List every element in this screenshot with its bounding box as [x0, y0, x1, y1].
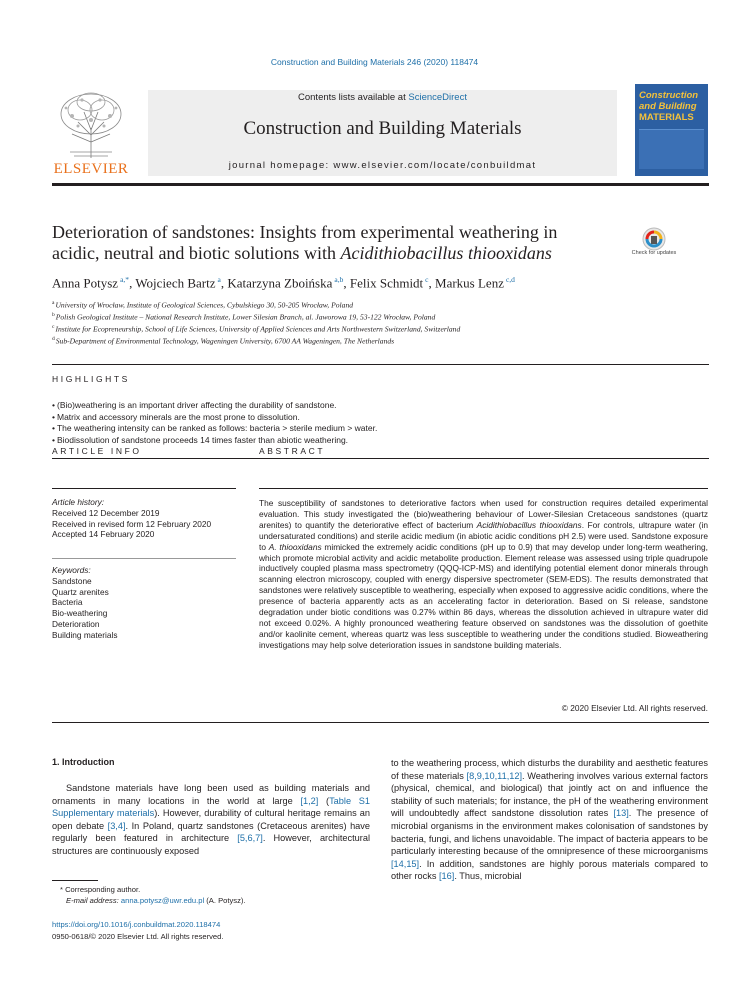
highlight-item — [52, 423, 702, 435]
publisher-name: ELSEVIER — [53, 161, 129, 177]
abstract-organism-1: Acidithiobacillus thiooxidans — [476, 519, 582, 530]
author-separator: , — [220, 275, 228, 291]
journal-cover-thumbnail[interactable] — [635, 84, 708, 176]
author-name[interactable]: Markus Lenz — [435, 275, 504, 291]
corresponding-author-note: * Corresponding author. — [60, 885, 141, 894]
abstract-copyright: © 2020 Elsevier Ltd. All rights reserved. — [561, 703, 708, 713]
check-for-updates-label[interactable]: Check for updates — [631, 250, 677, 256]
affiliation-text: Polish Geological Institute – National Research Institute, Lower Silesian Branch, al. Jaworowa 19, 53-122 Wrocław, Poland — [55, 312, 436, 322]
bullet-icon: • — [52, 434, 55, 445]
journal-reference-link[interactable]: Construction and Building Materials 246 (2020) 118474 — [270, 57, 479, 67]
affiliation-divider — [52, 364, 709, 365]
abstract-part-2: . For controls, ultrapure water (in undersaturated conditions) and sterile acidic medium (in abiotic acidic conditions pH 2.5) were used. Sandstone exposure to — [259, 519, 708, 552]
affiliation-text: Institute for Ecopreneurship, School of Life Sciences, University of Applied Sciences and Arts Northwestern Switzerland, Switzerland — [55, 324, 461, 334]
contents-prefix: Contents lists available at — [298, 92, 409, 103]
highlight-text: Biodissolution of sandstone proceeds 14 times faster than abiotic weathering. — [56, 434, 349, 445]
check-for-updates-button[interactable] — [635, 226, 673, 264]
article-info-heading: ARTICLE INFO — [52, 446, 142, 456]
affiliation-text: Sub-Department of Environmental Technology, Wageningen University, 6700 AA Wageningen, The Netherlands — [55, 336, 395, 346]
history-label: Article history: — [52, 497, 105, 507]
introduction-left-column — [52, 782, 370, 858]
citation-link[interactable]: [13] — [613, 808, 629, 819]
bullet-icon: • — [52, 411, 55, 422]
abstract-text — [259, 498, 708, 651]
title-organism: Acidithiobacillus thiooxidans — [340, 243, 552, 263]
author-separator: , — [343, 275, 350, 291]
author-name[interactable]: Wojciech Bartz — [135, 275, 216, 291]
introduction-right-column — [391, 757, 708, 883]
author-affiliation-marker[interactable]: a,b — [334, 275, 344, 284]
intro-text: . In Poland, quartz sandstones (Cretaceous arenites) have regularly been featured in architecture — [52, 820, 370, 844]
introduction-heading: 1. Introduction — [52, 757, 115, 767]
received-date: Received 12 December 2019 — [52, 507, 160, 518]
bullet-icon: • — [52, 400, 55, 410]
highlights-list — [52, 400, 702, 446]
citation-link[interactable]: [14,15] — [391, 858, 420, 869]
citation-link[interactable]: [16] — [439, 871, 455, 882]
header-divider — [52, 183, 709, 186]
author-name[interactable]: Anna Potysz — [52, 275, 119, 291]
intro-text: to the weathering process, which disturbs the durability and aesthetic features of these materials — [391, 758, 708, 781]
citation-link[interactable]: [1,2] — [300, 795, 319, 806]
title-line2: acidic, neutral and biotic solutions with — [52, 243, 341, 263]
keyword[interactable]: Deterioration — [52, 618, 100, 629]
intro-text: Sandstone materials have long been used as building materials and ornaments in many locations in the world at large — [52, 783, 370, 806]
cover-title-line3: MATERIALS — [639, 112, 694, 123]
affiliation-d — [52, 333, 712, 348]
email-label: E-mail address: — [66, 896, 121, 905]
bullet-icon: • — [52, 423, 55, 433]
author-email-link[interactable]: anna.potysz@uwr.edu.pl — [120, 896, 205, 905]
citation-link[interactable]: [3,4] — [107, 820, 126, 831]
highlight-item — [52, 412, 702, 424]
affiliation-key: a — [52, 300, 55, 306]
accepted-date: Accepted 14 February 2020 — [52, 529, 155, 540]
highlight-text: The weathering intensity can be ranked as follows: bacteria > sterile medium > water. — [56, 423, 378, 433]
doi-link[interactable]: https://doi.org/10.1016/j.conbuildmat.2020.118474 — [52, 920, 221, 929]
highlight-text: (Bio)weathering is an important driver affecting the durability of sandstone. — [56, 400, 337, 410]
author-affiliation-marker[interactable]: c,d — [505, 275, 515, 284]
abstract-bottom-divider — [52, 722, 709, 723]
title-line1: Deterioration of sandstones: Insights from experimental weathering in — [52, 222, 558, 242]
intro-text: . Thus, microbial — [454, 871, 522, 882]
intro-text: . Weathering involves various external factors (physical, chemical, and biological) that jointly act on and influence the stability of such materials; for instance, the pH of the weathering environment will undoubtedly affect sandstone dissolution rates — [391, 770, 708, 819]
keyword[interactable]: Sandstone — [52, 575, 92, 586]
supplementary-table-link[interactable]: Table S1 Supplementary materials — [52, 795, 370, 819]
author-affiliation-marker[interactable]: a — [217, 275, 221, 284]
article-history — [52, 497, 232, 540]
affiliation-key: c — [52, 324, 55, 330]
affiliation-key: d — [52, 336, 55, 342]
sciencedirect-link[interactable]: ScienceDirect — [408, 92, 467, 103]
issn-copyright: 0950-0618/© 2020 Elsevier Ltd. All rights reserved. — [52, 932, 224, 941]
highlight-text: Matrix and accessory minerals are the most prone to dissolution. — [56, 411, 300, 422]
cover-title-line2: and Building — [639, 101, 697, 112]
highlight-item — [52, 435, 702, 447]
article-info-rule — [52, 488, 236, 489]
author-affiliation-marker[interactable]: a,* — [120, 275, 130, 284]
abstract-part-3: mimicked the extremely acidic conditions (pH up to 0.9) that may develop under long-term weathering, which promote microbial activity and acidic metabolite production. Element release was assessed using triple quadrupole inductively coupled plasma mass spectrometry (QQQ-ICP-MS) and identifying potential element donor minerals through scanning electron microscopy, coupled with energy dispersive spectrometer (SEM-EDS). The results demonstrated that sandstones were relatively susceptible to weathering, especially when exposed to aggressive acidic conditions, where the presence of bacteria apparently acts as an accelerating factor in deterioration. Based on Si release, sandstone degradation under biotic conditions was 0.27% within 86 days, whereas the dissolution achieved in ultrapure water did not exceed 0.02%. A highly pronounced weathering feature observed on sandstones was the dissolution of goethite and/or kaolinite cement, whereas quartz was less susceptible to weathering under the conditions studied. Bioweathering investigations may help solve deterioration issues in sandstone building materials. — [259, 541, 708, 650]
elsevier-tree-icon — [50, 90, 132, 160]
contents-line — [148, 92, 617, 103]
email-suffix: (A. Potysz). — [204, 896, 246, 905]
author-list — [52, 275, 692, 291]
keywords-block — [52, 565, 232, 641]
journal-homepage[interactable]: journal homepage: www.elsevier.com/locate/conbuildmat — [228, 160, 537, 171]
affiliation-text: University of Wrocław, Institute of Geological Sciences, Cybulskiego 30, 50-205 Wrocław, Poland — [55, 300, 354, 310]
elsevier-logo — [50, 90, 132, 178]
author-name[interactable]: Katarzyna Zboińska — [227, 275, 333, 291]
abstract-rule — [259, 488, 708, 489]
affiliation-key: b — [52, 312, 55, 318]
highlight-item — [52, 400, 702, 412]
keywords-rule — [52, 558, 236, 559]
revised-date: Received in revised form 12 February 2020 — [52, 518, 212, 529]
citation-link[interactable]: [8,9,10,11,12] — [466, 770, 523, 781]
author-separator: , — [428, 275, 436, 291]
intro-text: . In addition, sandstones are highly porous materials compared to other rocks — [391, 858, 708, 882]
author-affiliation-marker[interactable]: c — [425, 275, 429, 284]
journal-title: Construction and Building Materials — [243, 118, 522, 139]
keywords-label: Keywords: — [52, 565, 91, 575]
keyword[interactable]: Quartz arenites — [52, 586, 109, 597]
intro-text: . The presence of microbial organisms in the environment makes colonisation of sandstones by bacteria, fungi, and lichens unavoidable. The impact of bacteria appears to be particularly interesting because of the omnipresence of these microorganisms — [391, 808, 708, 857]
intro-text: . However, architectural structures are continuously exposed — [52, 833, 370, 856]
abstract-heading: ABSTRACT — [259, 446, 326, 456]
article-title — [52, 222, 622, 264]
email-footnote — [66, 896, 246, 907]
intro-text: ). However, durability of cultural heritage remains an open debate — [52, 808, 370, 831]
abstract-organism-2: A. thiooxidans — [268, 541, 322, 552]
cover-image — [639, 129, 704, 169]
intro-text: ( — [318, 795, 330, 806]
keyword[interactable]: Building materials — [52, 629, 118, 640]
highlights-divider — [52, 458, 709, 459]
author-separator: , — [129, 275, 136, 291]
abstract-part-1: The susceptibility of sandstones to deteriorative factors when used for construction requires detailed experimental evaluation. This study investigated the (bio)weathering behaviour of Lower-Silesian Cretaceous sandstones (quartz arenites) to quantify the deteriorative effect of bacterium — [259, 498, 708, 530]
check-for-updates-icon — [635, 226, 673, 252]
keyword[interactable]: Bacteria — [52, 597, 83, 608]
author-name[interactable]: Felix Schmidt — [349, 275, 424, 291]
keyword[interactable]: Bio-weathering — [52, 608, 108, 619]
footnote-rule — [52, 880, 98, 881]
citation-link[interactable]: [5,6,7] — [237, 833, 263, 844]
cover-title-line1: Construction — [639, 90, 699, 101]
highlights-heading: HIGHLIGHTS — [52, 374, 130, 384]
